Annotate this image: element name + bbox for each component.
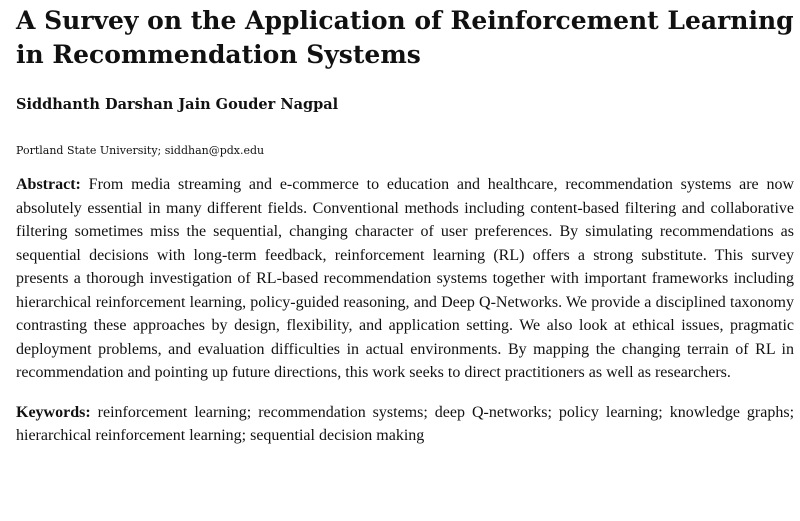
affiliation: Portland State University; siddhan@pdx.edu xyxy=(16,144,265,157)
paper-title: A Survey on the Application of Reinforcement Learning in Recommendation Systems xyxy=(16,6,794,69)
keywords xyxy=(16,401,794,447)
keywords-label: Keywords: xyxy=(16,403,98,421)
abstract-label: Abstract: xyxy=(16,176,89,193)
author-list: Siddhanth Darshan Jain Gouder Nagpal xyxy=(16,96,339,113)
paper-page xyxy=(16,0,794,447)
keywords-text: reinforcement learning; recommendation systems; deep Q-networks; policy learning; knowledge graphs; hierarchical reinforcement learning; sequential decision making xyxy=(16,403,795,444)
abstract xyxy=(16,173,794,385)
abstract-text: From media streaming and e-commerce to education and healthcare, recommendation systems are now absolutely essential in many different fields. Conventional methods including content-based filtering and collaborative filtering sometimes miss the sequential, changing character of user preferences. By simulating recommendations as sequential decisions with long-term feedback, reinforcement learning (RL) offers a strong substitute. This survey presents a thorough investigation of RL-based recommendation systems together with important frameworks including hierarchical reinforcement learning, policy-guided reasoning, and Deep Q-Networks. We provide a disciplined taxonomy contrasting these approaches by design, flexibility, and application setting. We also look at ethical issues, pragmatic deployment problems, and evaluation difficulties in actual environments. By mapping the changing terrain of RL in recommendation and pointing up future directions, this work seeks to direct practitioners as well as researchers. xyxy=(16,176,794,381)
